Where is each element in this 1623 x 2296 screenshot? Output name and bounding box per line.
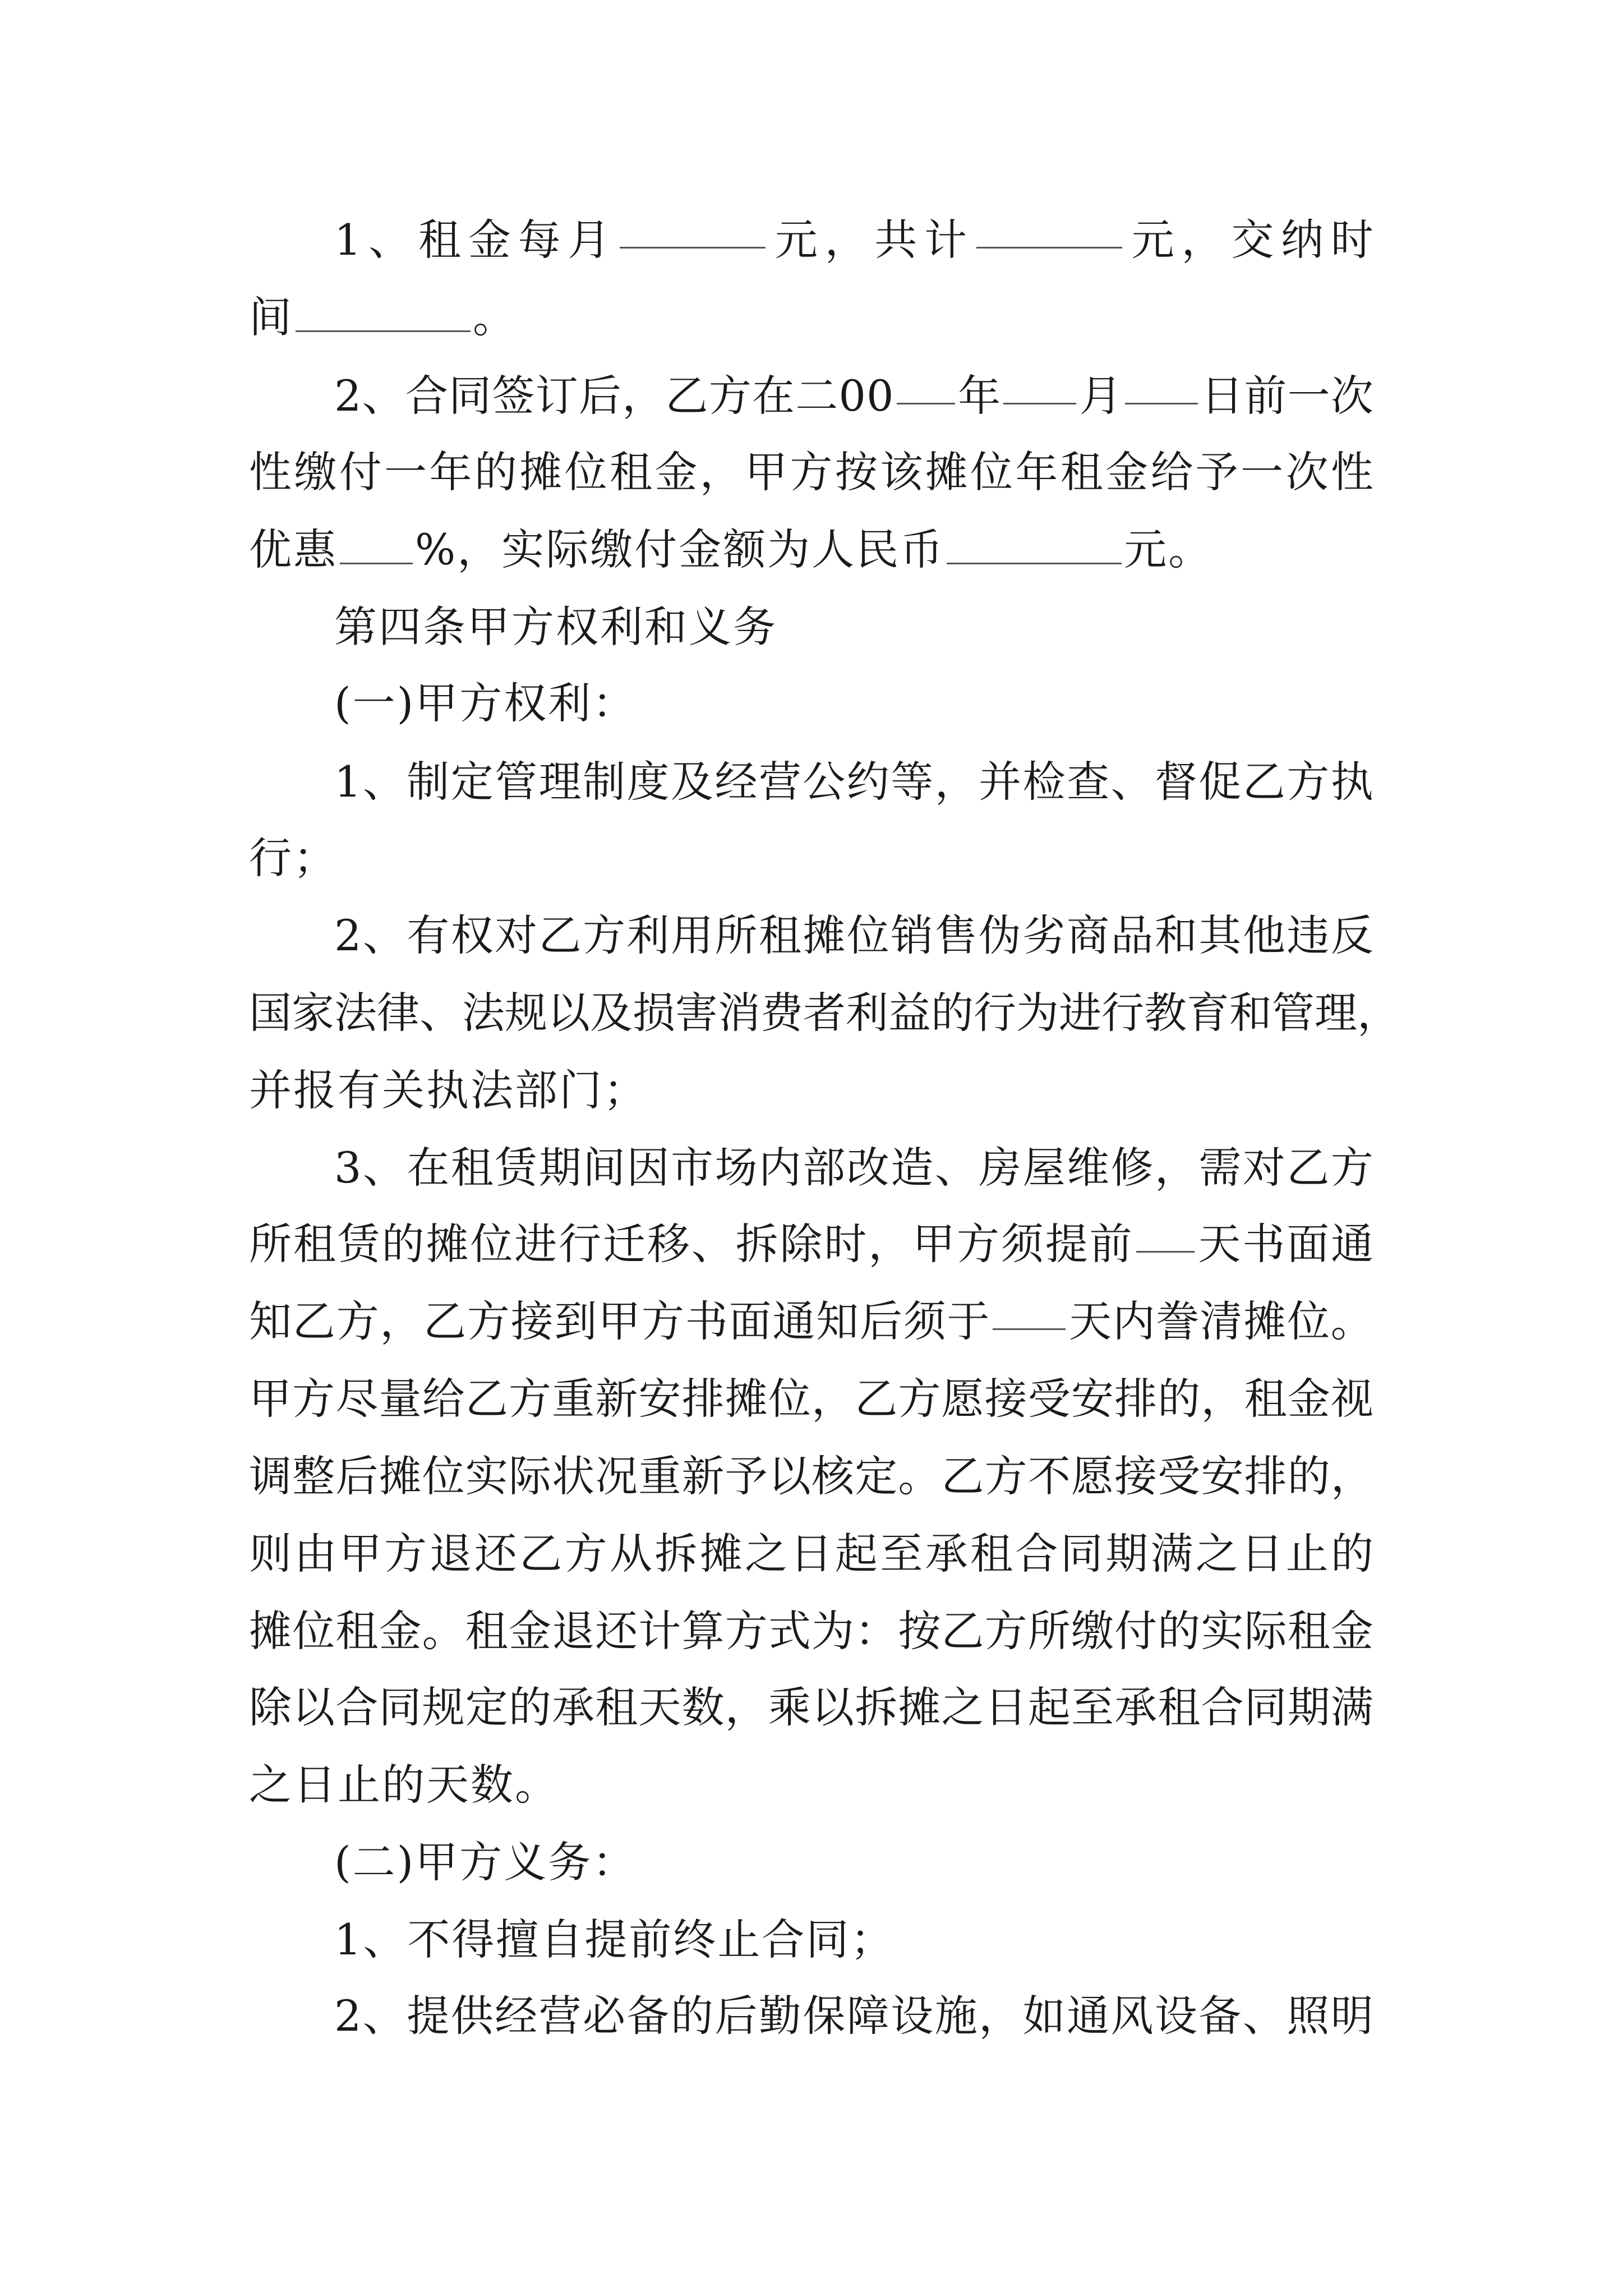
text-line: 除 以 合 同 规 定 的 承 租 天 数 ， 乘 以 拆 摊 之 日 起 至 承 租 合 同 期 满 <box>249 1682 1373 1732</box>
text-line: 并报有关执法部门； <box>249 1065 648 1115</box>
text-line: 国 家 法 律 、 法 规 以 及 损 害 消 费 者 利 益 的 行 为 进 行 教 育 和 管 理 ， <box>249 988 1400 1038</box>
text-line: 知 乙 方 ， 乙 方 接 到 甲 方 书 面 通 知 后 须 于 天 内 誊 清 摊 位 。 <box>249 1294 1373 1350</box>
text-line: 所 租 赁 的 摊 位 进 行 迁 移 、 拆 除 时 ， 甲 方 须 提 前 天 书 面 通 <box>249 1216 1373 1272</box>
text-line: 调 整 后 摊 位 实 际 状 况 重 新 予 以 核 定 。 乙 方 不 愿 接 受 安 排 的 ， <box>249 1451 1373 1501</box>
text-line: 2 、 提 供 经 营 必 备 的 后 勤 保 障 设 施 ， 如 通 风 设 备 、 照 明 <box>334 1991 1373 2041</box>
text-line: 甲 方 尽 量 给 乙 方 重 新 安 排 摊 位 ， 乙 方 愿 接 受 安 排 的 ， 租 金 视 <box>249 1374 1373 1424</box>
text-line: 1、不得擅自提前终止合同； <box>334 1915 895 1964</box>
text-line: 优惠 %，实际缴付金额为人民币 元。 <box>249 524 1213 574</box>
text-line: 1 、 租 金 每 月 元 ， 共 计 元 ， 交 纳 时 <box>334 212 1373 268</box>
text-line: 1 、 制 定 管 理 制 度 及 经 营 公 约 等 ， 并 检 查 、 督 促 乙 方 执 <box>334 757 1373 807</box>
text-line: 2 、 合 同 签 订 后 ， 乙 方 在 二 0 0 年 月 日 前 一 次 <box>334 368 1373 424</box>
subsection-heading: (二)甲方义务： <box>334 1837 637 1887</box>
text-line: 行； <box>249 833 338 883</box>
text-line: 则 由 甲 方 退 还 乙 方 从 拆 摊 之 日 起 至 承 租 合 同 期 满 之 日 止 的 <box>249 1529 1373 1579</box>
section-heading: 第四条甲方权利和义务 <box>334 602 777 652</box>
text-line: 摊 位 租 金 。 租 金 退 还 计 算 方 式 为 ： 按 乙 方 所 缴 付 的 实 际 租 金 <box>249 1606 1373 1656</box>
subsection-heading: (一)甲方权利： <box>334 678 637 728</box>
text-line: 2 、 有 权 对 乙 方 利 用 所 租 摊 位 销 售 伪 劣 商 品 和 其 他 违 反 <box>334 910 1373 960</box>
text-line: 之日止的天数。 <box>249 1760 559 1810</box>
text-line: 性 缴 付 一 年 的 摊 位 租 金 ， 甲 方 按 该 摊 位 年 租 金 给 予 一 次 性 <box>249 447 1373 497</box>
text-line: 间 。 <box>249 292 517 342</box>
text-line: 3 、 在 租 赁 期 间 因 市 场 内 部 改 造 、 房 屋 维 修 ， 需 对 乙 方 <box>334 1143 1373 1193</box>
